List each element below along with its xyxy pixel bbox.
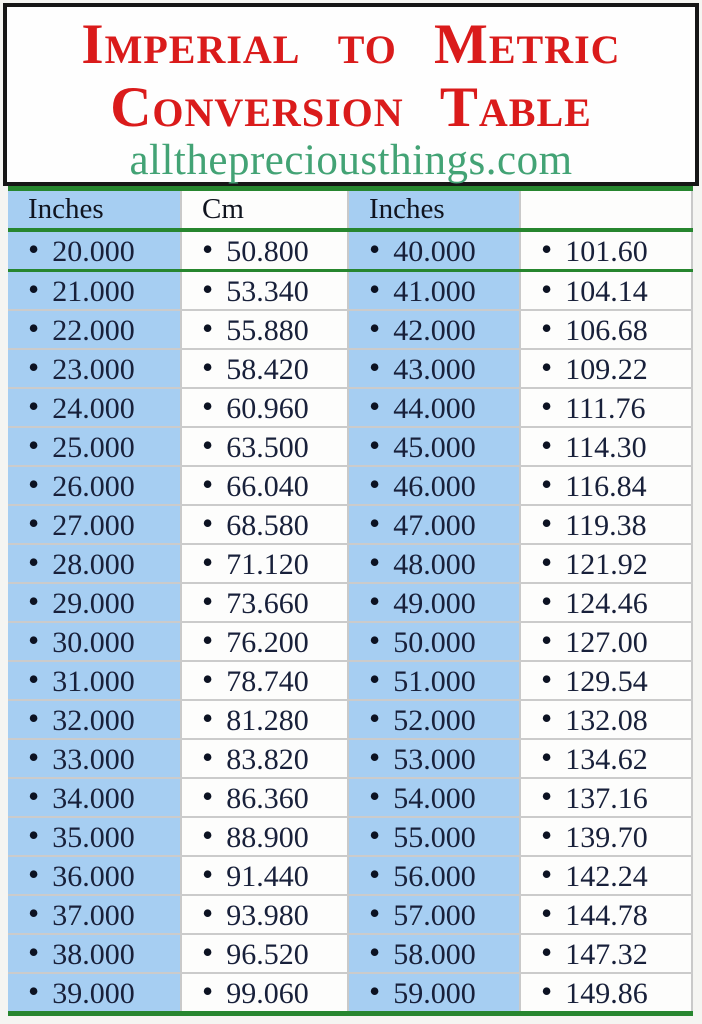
cell-value: 37.000: [52, 899, 135, 932]
bullet-icon: •: [541, 817, 553, 853]
cell-value: 55.000: [393, 821, 476, 854]
cell-value: 39.000: [52, 977, 135, 1010]
cell-value: 27.000: [52, 509, 135, 542]
inches-cell: [8, 739, 181, 778]
inches-cell: [8, 778, 181, 817]
bullet-icon: •: [541, 934, 553, 970]
cell-value: 45.000: [393, 431, 476, 464]
table-header-row: [8, 189, 692, 231]
cm-cell: [181, 349, 348, 388]
cm-cell: [181, 973, 348, 1014]
bullet-icon: •: [202, 466, 214, 502]
col-header-inches-right: Inches: [348, 189, 520, 231]
table-row: [8, 700, 692, 739]
cell-value: 53.340: [226, 275, 309, 308]
cell-value: 57.000: [393, 899, 476, 932]
inches-cell: [8, 310, 181, 349]
cell-value: 51.000: [393, 665, 476, 698]
cell-value: 96.520: [226, 938, 309, 971]
cm-cell: [181, 817, 348, 856]
bullet-icon: •: [541, 856, 553, 892]
cm-cell: [181, 388, 348, 427]
conversion-table: [8, 186, 693, 1016]
cell-value: 114.30: [565, 431, 647, 464]
cm-cell: [520, 661, 692, 700]
table-row: [8, 934, 692, 973]
bullet-icon: •: [541, 388, 553, 424]
bullet-icon: •: [369, 427, 381, 463]
bullet-icon: •: [369, 700, 381, 736]
bullet-icon: •: [202, 505, 214, 541]
bullet-icon: •: [541, 739, 553, 775]
cm-cell: [520, 505, 692, 544]
cell-value: 86.360: [226, 782, 309, 815]
table-row: [8, 388, 692, 427]
inches-cell: [348, 739, 520, 778]
cell-value: 116.84: [565, 470, 647, 503]
inches-cell: [348, 622, 520, 661]
cell-value: 144.78: [565, 899, 648, 932]
cell-value: 139.70: [565, 821, 648, 854]
bullet-icon: •: [541, 310, 553, 346]
inches-cell: [348, 388, 520, 427]
inches-cell: [348, 544, 520, 583]
cm-cell: [520, 934, 692, 973]
cm-cell: [181, 778, 348, 817]
cell-value: 137.16: [565, 782, 648, 815]
bullet-icon: •: [541, 427, 553, 463]
cell-value: 59.000: [393, 977, 476, 1010]
cm-cell: [181, 700, 348, 739]
title-line-1: Imperial to Metric: [81, 13, 621, 76]
inches-cell: [8, 622, 181, 661]
cell-value: 60.960: [226, 392, 309, 425]
inches-cell: [348, 856, 520, 895]
cm-cell: [520, 310, 692, 349]
bullet-icon: •: [369, 973, 381, 1009]
cm-cell: [181, 583, 348, 622]
cell-value: 52.000: [393, 704, 476, 737]
bullet-icon: •: [369, 544, 381, 580]
bullet-icon: •: [202, 231, 214, 267]
cell-value: 20.000: [52, 235, 135, 268]
cell-value: 22.000: [52, 314, 135, 347]
cell-value: 26.000: [52, 470, 135, 503]
inches-cell: [348, 271, 520, 311]
bullet-icon: •: [28, 388, 40, 424]
cell-value: 36.000: [52, 860, 135, 893]
inches-cell: [348, 505, 520, 544]
cm-cell: [520, 973, 692, 1014]
bullet-icon: •: [28, 817, 40, 853]
cell-value: 50.800: [226, 235, 309, 268]
bullet-icon: •: [28, 466, 40, 502]
cell-value: 81.280: [226, 704, 309, 737]
bullet-icon: •: [369, 895, 381, 931]
cm-cell: [181, 934, 348, 973]
cell-value: 71.120: [226, 548, 309, 581]
cell-value: 49.000: [393, 587, 476, 620]
cm-cell: [520, 388, 692, 427]
cell-value: 127.00: [565, 626, 648, 659]
bullet-icon: •: [28, 427, 40, 463]
cell-value: 33.000: [52, 743, 135, 776]
cell-value: 35.000: [52, 821, 135, 854]
bullet-icon: •: [541, 583, 553, 619]
cell-value: 58.420: [226, 353, 309, 386]
bullet-icon: •: [28, 739, 40, 775]
table-body: [8, 230, 692, 1014]
inches-cell: [8, 817, 181, 856]
inches-cell: [8, 544, 181, 583]
cm-cell: [181, 310, 348, 349]
cell-value: 88.900: [226, 821, 309, 854]
cm-cell: [520, 778, 692, 817]
cell-value: 55.880: [226, 314, 309, 347]
cell-value: 106.68: [565, 314, 648, 347]
inches-cell: [8, 230, 181, 271]
bullet-icon: •: [541, 973, 553, 1009]
bullet-icon: •: [541, 271, 553, 307]
cm-cell: [181, 661, 348, 700]
cm-cell: [520, 349, 692, 388]
bullet-icon: •: [202, 622, 214, 658]
bullet-icon: •: [541, 349, 553, 385]
cell-value: 31.000: [52, 665, 135, 698]
bullet-icon: •: [541, 778, 553, 814]
cm-cell: [520, 895, 692, 934]
cell-value: 54.000: [393, 782, 476, 815]
inches-cell: [348, 230, 520, 271]
cell-value: 109.22: [565, 353, 648, 386]
cm-cell: [181, 505, 348, 544]
table-row: [8, 895, 692, 934]
cm-cell: [520, 856, 692, 895]
cell-value: 40.000: [393, 235, 476, 268]
cm-cell: [181, 544, 348, 583]
table-row: [8, 583, 692, 622]
inches-cell: [348, 817, 520, 856]
cell-value: 124.46: [565, 587, 648, 620]
cell-value: 44.000: [393, 392, 476, 425]
table-row: [8, 544, 692, 583]
inches-cell: [8, 427, 181, 466]
cm-cell: [181, 271, 348, 311]
bullet-icon: •: [28, 778, 40, 814]
cm-cell: [520, 230, 692, 271]
bullet-icon: •: [202, 271, 214, 307]
bullet-icon: •: [28, 661, 40, 697]
bullet-icon: •: [28, 310, 40, 346]
inches-cell: [348, 310, 520, 349]
bullet-icon: •: [369, 661, 381, 697]
bullet-icon: •: [202, 544, 214, 580]
cell-value: 129.54: [565, 665, 648, 698]
bullet-icon: •: [28, 583, 40, 619]
cell-value: 76.200: [226, 626, 309, 659]
cm-cell: [520, 466, 692, 505]
cm-cell: [520, 739, 692, 778]
bullet-icon: •: [369, 271, 381, 307]
bullet-icon: •: [202, 427, 214, 463]
table-row: [8, 778, 692, 817]
cm-cell: [520, 622, 692, 661]
cell-value: 142.24: [565, 860, 648, 893]
inches-cell: [8, 349, 181, 388]
bullet-icon: •: [369, 622, 381, 658]
bullet-icon: •: [28, 934, 40, 970]
cm-cell: [181, 739, 348, 778]
cell-value: 104.14: [565, 275, 648, 308]
cell-value: 132.08: [565, 704, 648, 737]
cell-value: 30.000: [52, 626, 135, 659]
inches-cell: [348, 934, 520, 973]
table-row: [8, 466, 692, 505]
bullet-icon: •: [369, 778, 381, 814]
bullet-icon: •: [369, 231, 381, 267]
bullet-icon: •: [369, 739, 381, 775]
bullet-icon: •: [369, 349, 381, 385]
cell-value: 101.60: [565, 235, 648, 268]
cell-value: 56.000: [393, 860, 476, 893]
bullet-icon: •: [28, 895, 40, 931]
cell-value: 99.060: [226, 977, 309, 1010]
cell-value: 149.86: [565, 977, 648, 1010]
inches-cell: [348, 349, 520, 388]
cell-value: 111.76: [565, 392, 646, 425]
bullet-icon: •: [369, 466, 381, 502]
bullet-icon: •: [541, 466, 553, 502]
bullet-icon: •: [202, 700, 214, 736]
inches-cell: [8, 856, 181, 895]
bullet-icon: •: [369, 583, 381, 619]
inches-cell: [8, 934, 181, 973]
cm-cell: [181, 427, 348, 466]
cell-value: 42.000: [393, 314, 476, 347]
table-row: [8, 856, 692, 895]
table-row: [8, 505, 692, 544]
cm-cell: [181, 466, 348, 505]
bullet-icon: •: [202, 778, 214, 814]
cell-value: 53.000: [393, 743, 476, 776]
bullet-icon: •: [28, 856, 40, 892]
cell-value: 43.000: [393, 353, 476, 386]
bullet-icon: •: [28, 973, 40, 1009]
cell-value: 48.000: [393, 548, 476, 581]
cm-cell: [520, 583, 692, 622]
cell-value: 25.000: [52, 431, 135, 464]
bullet-icon: •: [202, 817, 214, 853]
bullet-icon: •: [541, 895, 553, 931]
cell-value: 41.000: [393, 275, 476, 308]
bullet-icon: •: [541, 505, 553, 541]
cm-cell: [520, 700, 692, 739]
inches-cell: [348, 700, 520, 739]
cell-value: 47.000: [393, 509, 476, 542]
bullet-icon: •: [202, 934, 214, 970]
inches-cell: [8, 661, 181, 700]
bullet-icon: •: [28, 544, 40, 580]
table-row: [8, 310, 692, 349]
bullet-icon: •: [369, 817, 381, 853]
cm-cell: [181, 895, 348, 934]
bullet-icon: •: [28, 271, 40, 307]
cell-value: 93.980: [226, 899, 309, 932]
cm-cell: [181, 856, 348, 895]
cell-value: 29.000: [52, 587, 135, 620]
website-url: allthepreciousthings.com: [129, 137, 573, 184]
title-card: [3, 3, 699, 186]
table-row: [8, 271, 692, 311]
table-row: [8, 349, 692, 388]
bullet-icon: •: [202, 388, 214, 424]
table-row: [8, 739, 692, 778]
inches-cell: [8, 388, 181, 427]
col-header-cm-right: [520, 189, 692, 231]
cell-value: 147.32: [565, 938, 648, 971]
bullet-icon: •: [202, 310, 214, 346]
cell-value: 134.62: [565, 743, 648, 776]
table-row: [8, 427, 692, 466]
inches-cell: [348, 895, 520, 934]
cell-value: 121.92: [565, 548, 648, 581]
cell-value: 24.000: [52, 392, 135, 425]
cell-value: 91.440: [226, 860, 309, 893]
bullet-icon: •: [28, 231, 40, 267]
table-row: [8, 661, 692, 700]
cell-value: 73.660: [226, 587, 309, 620]
cell-value: 38.000: [52, 938, 135, 971]
cell-value: 32.000: [52, 704, 135, 737]
bullet-icon: •: [369, 310, 381, 346]
inches-cell: [8, 895, 181, 934]
bullet-icon: •: [28, 505, 40, 541]
bullet-icon: •: [202, 973, 214, 1009]
inches-cell: [8, 700, 181, 739]
table-row: [8, 817, 692, 856]
bullet-icon: •: [28, 700, 40, 736]
inches-cell: [8, 583, 181, 622]
cell-value: 78.740: [226, 665, 309, 698]
bullet-icon: •: [541, 661, 553, 697]
cm-cell: [520, 544, 692, 583]
cm-cell: [181, 622, 348, 661]
col-header-cm-left: Cm: [181, 189, 348, 231]
bullet-icon: •: [541, 622, 553, 658]
inches-cell: [348, 661, 520, 700]
bullet-icon: •: [202, 739, 214, 775]
inches-cell: [348, 778, 520, 817]
bullet-icon: •: [369, 388, 381, 424]
cell-value: 34.000: [52, 782, 135, 815]
bullet-icon: •: [28, 349, 40, 385]
cm-cell: [520, 427, 692, 466]
bullet-icon: •: [202, 349, 214, 385]
cell-value: 28.000: [52, 548, 135, 581]
bullet-icon: •: [541, 700, 553, 736]
inches-cell: [8, 505, 181, 544]
inches-cell: [8, 466, 181, 505]
cell-value: 46.000: [393, 470, 476, 503]
cell-value: 119.38: [565, 509, 647, 542]
bullet-icon: •: [541, 544, 553, 580]
cell-value: 63.500: [226, 431, 309, 464]
cell-value: 66.040: [226, 470, 309, 503]
bullet-icon: •: [202, 661, 214, 697]
table-row: [8, 230, 692, 271]
cell-value: 23.000: [52, 353, 135, 386]
table-row: [8, 622, 692, 661]
bullet-icon: •: [369, 934, 381, 970]
inches-cell: [348, 427, 520, 466]
inches-cell: [348, 466, 520, 505]
table-row: [8, 973, 692, 1014]
col-header-inches-left: Inches: [8, 189, 181, 231]
cell-value: 50.000: [393, 626, 476, 659]
bullet-icon: •: [28, 622, 40, 658]
inches-cell: [348, 973, 520, 1014]
cell-value: 21.000: [52, 275, 135, 308]
cm-cell: [520, 271, 692, 311]
cm-cell: [181, 230, 348, 271]
bullet-icon: •: [541, 231, 553, 267]
bullet-icon: •: [369, 856, 381, 892]
cm-cell: [520, 817, 692, 856]
inches-cell: [8, 271, 181, 311]
bullet-icon: •: [202, 583, 214, 619]
cell-value: 83.820: [226, 743, 309, 776]
bullet-icon: •: [202, 856, 214, 892]
inches-cell: [348, 583, 520, 622]
title-line-2: Conversion Table: [110, 76, 592, 139]
cell-value: 58.000: [393, 938, 476, 971]
bullet-icon: •: [369, 505, 381, 541]
cell-value: 68.580: [226, 509, 309, 542]
bullet-icon: •: [202, 895, 214, 931]
inches-cell: [8, 973, 181, 1014]
